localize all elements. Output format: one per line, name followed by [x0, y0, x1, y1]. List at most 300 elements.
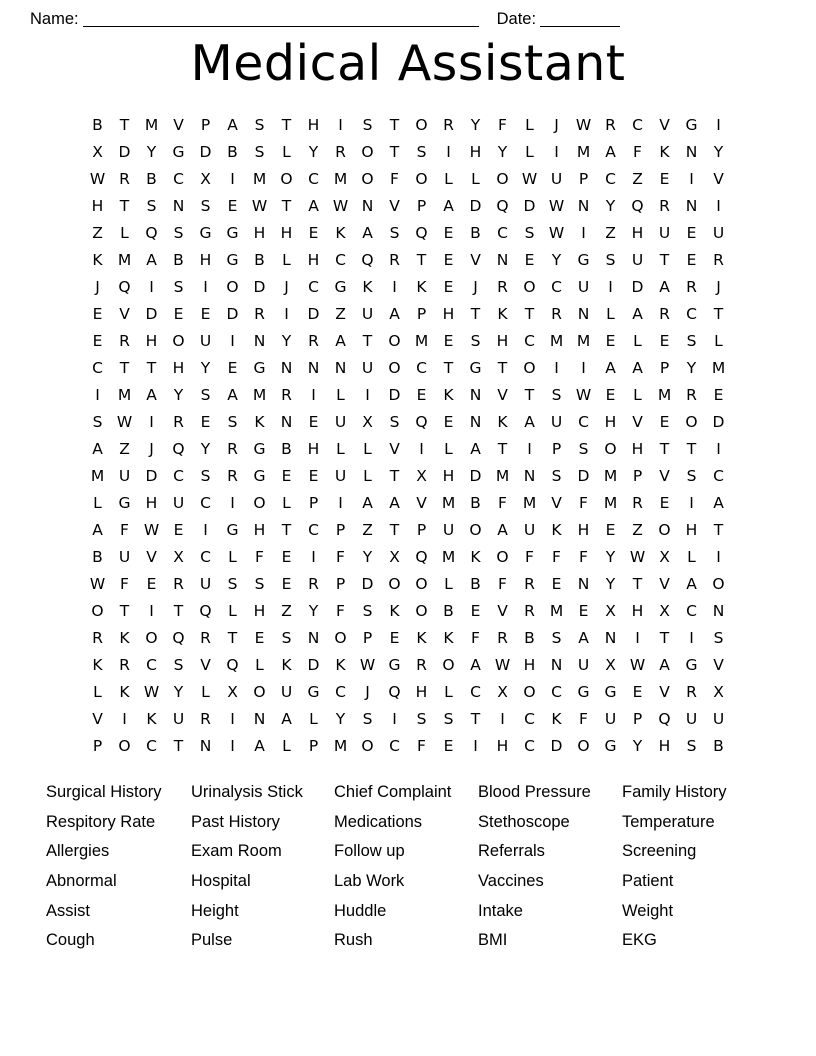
grid-cell[interactable]: Z [362, 521, 373, 539]
grid-cell[interactable]: H [172, 359, 185, 377]
grid-cell[interactable]: T [146, 359, 157, 377]
grid-cell[interactable]: E [659, 413, 670, 431]
grid-cell[interactable]: A [335, 332, 346, 350]
grid-cell[interactable]: C [686, 602, 697, 620]
grid-cell[interactable]: N [469, 386, 482, 404]
grid-cell[interactable]: E [200, 413, 211, 431]
grid-cell[interactable]: L [120, 224, 129, 242]
grid-cell[interactable]: Z [632, 521, 643, 539]
grid-cell[interactable]: C [605, 170, 616, 188]
grid-cell[interactable]: C [713, 467, 724, 485]
grid-cell[interactable]: C [632, 116, 643, 134]
grid-cell[interactable]: T [281, 197, 292, 215]
grid-cell[interactable]: N [577, 305, 590, 323]
grid-cell[interactable]: O [361, 737, 374, 755]
grid-cell[interactable]: A [605, 359, 616, 377]
grid-cell[interactable]: A [497, 521, 508, 539]
grid-cell[interactable]: V [92, 710, 103, 728]
grid-cell[interactable]: O [226, 278, 239, 296]
grid-cell[interactable]: L [282, 251, 291, 269]
grid-cell[interactable]: O [523, 359, 536, 377]
grid-cell[interactable]: R [173, 575, 184, 593]
word-list-item[interactable]: Cough [46, 931, 95, 950]
grid-cell[interactable]: A [389, 494, 400, 512]
name-fill-in-line[interactable] [83, 14, 479, 27]
word-list-item[interactable]: Screening [622, 842, 697, 861]
grid-cell[interactable]: A [659, 278, 670, 296]
grid-cell[interactable]: K [335, 656, 346, 674]
grid-cell[interactable]: P [362, 629, 373, 647]
grid-cell[interactable]: H [253, 521, 266, 539]
grid-cell[interactable]: L [687, 548, 696, 566]
grid-cell[interactable]: V [659, 683, 670, 701]
word-list-item[interactable]: BMI [478, 931, 508, 950]
grid-cell[interactable]: O [91, 602, 104, 620]
grid-cell[interactable]: C [146, 737, 157, 755]
grid-cell[interactable]: Q [415, 224, 428, 242]
grid-cell[interactable]: E [443, 413, 454, 431]
grid-cell[interactable]: L [336, 386, 345, 404]
grid-cell[interactable]: U [442, 521, 455, 539]
grid-cell[interactable]: B [227, 143, 238, 161]
grid-cell[interactable]: U [334, 413, 347, 431]
grid-cell[interactable]: C [686, 305, 697, 323]
grid-cell[interactable]: L [444, 575, 453, 593]
grid-cell[interactable]: U [577, 278, 590, 296]
grid-cell[interactable]: I [500, 710, 505, 728]
grid-cell[interactable]: P [632, 467, 643, 485]
grid-cell[interactable]: S [416, 143, 427, 161]
grid-cell[interactable]: H [577, 521, 590, 539]
grid-cell[interactable]: X [173, 548, 184, 566]
grid-cell[interactable]: U [523, 521, 536, 539]
grid-cell[interactable]: I [122, 710, 127, 728]
grid-cell[interactable]: C [551, 278, 562, 296]
grid-cell[interactable]: N [199, 737, 212, 755]
grid-cell[interactable]: S [578, 440, 589, 458]
grid-cell[interactable]: X [713, 683, 724, 701]
grid-cell[interactable]: V [497, 386, 508, 404]
grid-cell[interactable]: T [524, 305, 535, 323]
grid-cell[interactable]: G [685, 116, 698, 134]
grid-cell[interactable]: T [119, 359, 130, 377]
grid-cell[interactable]: G [253, 467, 266, 485]
grid-cell[interactable]: J [365, 683, 370, 701]
grid-cell[interactable]: I [230, 737, 235, 755]
grid-cell[interactable]: N [253, 710, 266, 728]
grid-cell[interactable]: M [495, 467, 510, 485]
grid-cell[interactable]: H [199, 251, 212, 269]
grid-cell[interactable]: Y [173, 386, 184, 404]
grid-cell[interactable]: R [686, 278, 697, 296]
word-list-item[interactable]: Blood Pressure [478, 783, 591, 801]
grid-cell[interactable]: Y [173, 683, 184, 701]
grid-cell[interactable]: S [173, 224, 184, 242]
grid-cell[interactable]: H [631, 224, 644, 242]
grid-cell[interactable]: D [631, 278, 644, 296]
grid-cell[interactable]: G [253, 440, 266, 458]
grid-cell[interactable]: Y [200, 359, 211, 377]
grid-cell[interactable]: W [575, 386, 592, 404]
word-list-item[interactable]: Lab Work [334, 872, 405, 891]
word-list-item[interactable]: Surgical History [46, 783, 162, 801]
grid-cell[interactable]: U [631, 251, 644, 269]
grid-cell[interactable]: O [496, 548, 509, 566]
grid-cell[interactable]: R [713, 251, 724, 269]
grid-cell[interactable]: O [415, 575, 428, 593]
grid-cell[interactable]: F [579, 548, 588, 566]
grid-cell[interactable]: O [685, 413, 698, 431]
grid-cell[interactable]: S [551, 629, 562, 647]
grid-cell[interactable]: B [92, 548, 103, 566]
grid-cell[interactable]: Y [200, 440, 211, 458]
grid-cell[interactable]: W [251, 197, 268, 215]
grid-cell[interactable]: I [230, 710, 235, 728]
grid-cell[interactable]: S [200, 467, 211, 485]
grid-cell[interactable]: I [392, 710, 397, 728]
grid-cell[interactable]: G [307, 683, 320, 701]
grid-cell[interactable]: H [91, 197, 104, 215]
grid-cell[interactable]: A [659, 656, 670, 674]
grid-cell[interactable]: S [524, 224, 535, 242]
grid-cell[interactable]: G [604, 683, 617, 701]
grid-cell[interactable]: V [713, 170, 724, 188]
grid-cell[interactable]: Y [713, 143, 724, 161]
grid-cell[interactable]: H [307, 440, 320, 458]
grid-cell[interactable]: Q [226, 656, 239, 674]
grid-cell[interactable]: E [92, 305, 103, 323]
grid-cell[interactable]: H [307, 251, 320, 269]
grid-cell[interactable]: B [470, 494, 481, 512]
grid-cell[interactable]: C [200, 548, 211, 566]
grid-cell[interactable]: O [442, 656, 455, 674]
grid-cell[interactable]: U [172, 494, 185, 512]
grid-cell[interactable]: S [173, 278, 184, 296]
grid-cell[interactable]: X [605, 602, 616, 620]
grid-cell[interactable]: K [335, 224, 346, 242]
grid-cell[interactable]: X [227, 683, 238, 701]
grid-cell[interactable]: O [523, 683, 536, 701]
grid-cell[interactable]: S [254, 143, 265, 161]
grid-cell[interactable]: G [577, 683, 590, 701]
grid-cell[interactable]: O [604, 440, 617, 458]
grid-cell[interactable]: O [172, 332, 185, 350]
grid-cell[interactable]: P [200, 116, 211, 134]
grid-cell[interactable]: E [308, 224, 319, 242]
grid-cell[interactable]: T [659, 440, 670, 458]
word-list-item[interactable]: Patient [622, 872, 674, 891]
grid-cell[interactable]: Y [281, 332, 292, 350]
grid-cell[interactable]: E [443, 737, 454, 755]
grid-cell[interactable]: A [92, 440, 103, 458]
grid-cell[interactable]: S [254, 116, 265, 134]
grid-cell[interactable]: E [686, 251, 697, 269]
grid-cell[interactable]: S [227, 575, 238, 593]
grid-cell[interactable]: N [685, 197, 698, 215]
grid-cell[interactable]: A [470, 440, 481, 458]
grid-cell[interactable]: X [389, 548, 400, 566]
grid-cell[interactable]: J [95, 278, 100, 296]
grid-cell[interactable]: P [578, 170, 589, 188]
grid-cell[interactable]: C [92, 359, 103, 377]
grid-cell[interactable]: H [307, 116, 320, 134]
grid-cell[interactable]: M [144, 116, 159, 134]
grid-cell[interactable]: W [575, 116, 592, 134]
grid-cell[interactable]: A [713, 494, 724, 512]
grid-cell[interactable]: Q [631, 197, 644, 215]
grid-cell[interactable]: W [332, 197, 349, 215]
grid-cell[interactable]: C [524, 332, 535, 350]
grid-cell[interactable]: N [172, 197, 185, 215]
grid-cell[interactable]: O [253, 683, 266, 701]
grid-cell[interactable]: V [389, 440, 400, 458]
grid-cell[interactable]: L [228, 602, 237, 620]
grid-cell[interactable]: F [498, 575, 507, 593]
grid-cell[interactable]: L [714, 332, 723, 350]
grid-cell[interactable]: K [470, 548, 481, 566]
grid-cell[interactable]: V [119, 305, 130, 323]
grid-cell[interactable]: C [497, 224, 508, 242]
grid-cell[interactable]: I [473, 737, 478, 755]
grid-cell[interactable]: Z [605, 224, 616, 242]
grid-cell[interactable]: L [471, 170, 480, 188]
grid-cell[interactable]: E [308, 413, 319, 431]
grid-cell[interactable]: Y [146, 143, 157, 161]
grid-cell[interactable]: O [496, 170, 509, 188]
grid-cell[interactable]: N [307, 359, 320, 377]
grid-cell[interactable]: O [658, 521, 671, 539]
grid-cell[interactable]: T [281, 116, 292, 134]
grid-cell[interactable]: R [119, 656, 130, 674]
grid-cell[interactable]: D [577, 467, 590, 485]
grid-cell[interactable]: I [689, 494, 694, 512]
word-list-item[interactable]: Vaccines [478, 872, 544, 891]
grid-cell[interactable]: A [308, 197, 319, 215]
grid-cell[interactable]: K [659, 143, 670, 161]
grid-cell[interactable]: E [605, 386, 616, 404]
grid-cell[interactable]: S [416, 710, 427, 728]
grid-cell[interactable]: K [443, 629, 454, 647]
grid-cell[interactable]: A [146, 251, 157, 269]
grid-cell[interactable]: A [281, 710, 292, 728]
grid-cell[interactable]: T [659, 629, 670, 647]
grid-cell[interactable]: P [659, 359, 670, 377]
grid-cell[interactable]: O [712, 575, 725, 593]
grid-cell[interactable]: D [307, 656, 320, 674]
grid-cell[interactable]: A [632, 305, 643, 323]
grid-cell[interactable]: A [227, 386, 238, 404]
grid-cell[interactable]: B [470, 224, 481, 242]
grid-cell[interactable]: W [89, 170, 106, 188]
grid-cell[interactable]: Q [496, 197, 509, 215]
grid-cell[interactable]: S [470, 332, 481, 350]
grid-cell[interactable]: U [712, 224, 725, 242]
grid-cell[interactable]: T [497, 440, 508, 458]
grid-cell[interactable]: D [523, 197, 536, 215]
grid-cell[interactable]: K [416, 629, 427, 647]
grid-cell[interactable]: N [523, 467, 536, 485]
grid-cell[interactable]: I [419, 440, 424, 458]
word-list-item[interactable]: Medications [334, 812, 423, 831]
grid-cell[interactable]: B [470, 575, 481, 593]
grid-cell[interactable]: T [389, 467, 400, 485]
grid-cell[interactable]: K [389, 602, 400, 620]
grid-cell[interactable]: R [443, 116, 454, 134]
grid-cell[interactable]: K [254, 413, 265, 431]
grid-cell[interactable]: H [253, 602, 266, 620]
grid-cell[interactable]: N [604, 629, 617, 647]
grid-cell[interactable]: N [712, 602, 725, 620]
word-list-item[interactable]: Follow up [334, 842, 405, 861]
grid-cell[interactable]: X [200, 170, 211, 188]
grid-cell[interactable]: N [334, 359, 347, 377]
grid-cell[interactable]: R [200, 710, 211, 728]
grid-cell[interactable]: V [173, 116, 184, 134]
grid-cell[interactable]: U [685, 710, 698, 728]
grid-cell[interactable]: Y [362, 548, 373, 566]
grid-cell[interactable]: S [173, 656, 184, 674]
grid-cell[interactable]: Q [118, 278, 131, 296]
grid-cell[interactable]: X [659, 548, 670, 566]
grid-cell[interactable]: A [146, 386, 157, 404]
grid-cell[interactable]: U [118, 467, 131, 485]
grid-cell[interactable]: Y [308, 602, 319, 620]
grid-cell[interactable]: I [365, 386, 370, 404]
grid-cell[interactable]: H [442, 305, 455, 323]
grid-cell[interactable]: S [254, 575, 265, 593]
grid-cell[interactable]: E [713, 386, 724, 404]
grid-cell[interactable]: P [632, 710, 643, 728]
grid-cell[interactable]: O [253, 494, 266, 512]
grid-cell[interactable]: A [686, 575, 697, 593]
grid-cell[interactable]: R [281, 386, 292, 404]
grid-cell[interactable]: L [255, 656, 264, 674]
grid-cell[interactable]: L [282, 494, 291, 512]
grid-cell[interactable]: R [92, 629, 103, 647]
grid-cell[interactable]: R [659, 197, 670, 215]
grid-cell[interactable]: E [605, 332, 616, 350]
grid-cell[interactable]: V [659, 467, 670, 485]
grid-cell[interactable]: I [230, 170, 235, 188]
grid-cell[interactable]: E [443, 224, 454, 242]
grid-cell[interactable]: I [446, 143, 451, 161]
grid-cell[interactable]: V [497, 602, 508, 620]
grid-cell[interactable]: I [149, 413, 154, 431]
grid-cell[interactable]: R [308, 332, 319, 350]
grid-cell[interactable]: G [604, 737, 617, 755]
grid-cell[interactable]: P [335, 575, 346, 593]
grid-cell[interactable]: E [254, 629, 265, 647]
grid-cell[interactable]: A [362, 494, 373, 512]
grid-cell[interactable]: B [281, 440, 292, 458]
grid-cell[interactable]: H [145, 332, 158, 350]
grid-cell[interactable]: D [388, 386, 401, 404]
grid-cell[interactable]: L [606, 305, 615, 323]
grid-cell[interactable]: G [685, 656, 698, 674]
grid-cell[interactable]: Q [145, 224, 158, 242]
grid-cell[interactable]: T [389, 521, 400, 539]
grid-cell[interactable]: R [308, 575, 319, 593]
grid-cell[interactable]: K [119, 683, 130, 701]
grid-cell[interactable]: X [92, 143, 103, 161]
grid-cell[interactable]: L [444, 170, 453, 188]
word-list-item[interactable]: Rush [334, 931, 373, 950]
grid-cell[interactable]: P [308, 737, 319, 755]
grid-cell[interactable]: H [523, 656, 536, 674]
grid-cell[interactable]: T [524, 386, 535, 404]
grid-cell[interactable]: K [443, 386, 454, 404]
grid-cell[interactable]: D [712, 413, 725, 431]
word-list-item[interactable]: Height [191, 901, 239, 920]
grid-cell[interactable]: W [89, 575, 106, 593]
grid-cell[interactable]: Y [686, 359, 697, 377]
grid-cell[interactable]: R [227, 467, 238, 485]
grid-cell[interactable]: O [145, 629, 158, 647]
grid-cell[interactable]: I [392, 278, 397, 296]
grid-cell[interactable]: J [473, 278, 478, 296]
grid-cell[interactable]: N [577, 197, 590, 215]
grid-cell[interactable]: W [143, 683, 160, 701]
grid-cell[interactable]: B [173, 251, 184, 269]
grid-cell[interactable]: C [551, 683, 562, 701]
grid-cell[interactable]: H [442, 467, 455, 485]
grid-cell[interactable]: S [92, 413, 103, 431]
grid-cell[interactable]: U [118, 548, 131, 566]
grid-cell[interactable]: R [416, 656, 427, 674]
grid-cell[interactable]: C [389, 737, 400, 755]
grid-cell[interactable]: I [635, 629, 640, 647]
grid-cell[interactable]: T [119, 116, 130, 134]
grid-cell[interactable]: H [685, 521, 698, 539]
grid-cell[interactable]: M [414, 332, 429, 350]
grid-cell[interactable]: E [92, 332, 103, 350]
grid-cell[interactable]: Y [632, 737, 643, 755]
grid-cell[interactable]: I [689, 629, 694, 647]
grid-cell[interactable]: R [119, 332, 130, 350]
grid-cell[interactable]: X [362, 413, 373, 431]
grid-cell[interactable]: F [120, 521, 129, 539]
grid-cell[interactable]: D [469, 197, 482, 215]
grid-cell[interactable]: M [252, 386, 267, 404]
grid-cell[interactable]: I [149, 278, 154, 296]
grid-cell[interactable]: T [281, 521, 292, 539]
grid-cell[interactable]: T [227, 629, 238, 647]
grid-cell[interactable]: G [253, 359, 266, 377]
grid-cell[interactable]: Q [172, 440, 185, 458]
grid-cell[interactable]: E [578, 602, 589, 620]
grid-cell[interactable]: L [633, 332, 642, 350]
grid-cell[interactable]: H [469, 143, 482, 161]
grid-cell[interactable]: S [686, 737, 697, 755]
grid-cell[interactable]: T [389, 116, 400, 134]
grid-cell[interactable]: M [90, 467, 105, 485]
grid-cell[interactable]: Q [415, 548, 428, 566]
grid-cell[interactable]: E [200, 305, 211, 323]
grid-cell[interactable]: K [281, 656, 292, 674]
word-search-grid[interactable] [84, 112, 732, 760]
grid-cell[interactable]: M [549, 602, 564, 620]
grid-cell[interactable]: A [389, 305, 400, 323]
grid-cell[interactable]: L [525, 143, 534, 161]
grid-cell[interactable]: N [577, 575, 590, 593]
grid-cell[interactable]: U [280, 683, 293, 701]
grid-cell[interactable]: E [443, 332, 454, 350]
grid-cell[interactable]: V [416, 494, 427, 512]
grid-cell[interactable]: G [118, 494, 131, 512]
grid-cell[interactable]: W [494, 656, 511, 674]
grid-cell[interactable]: K [92, 656, 103, 674]
grid-cell[interactable]: L [444, 683, 453, 701]
